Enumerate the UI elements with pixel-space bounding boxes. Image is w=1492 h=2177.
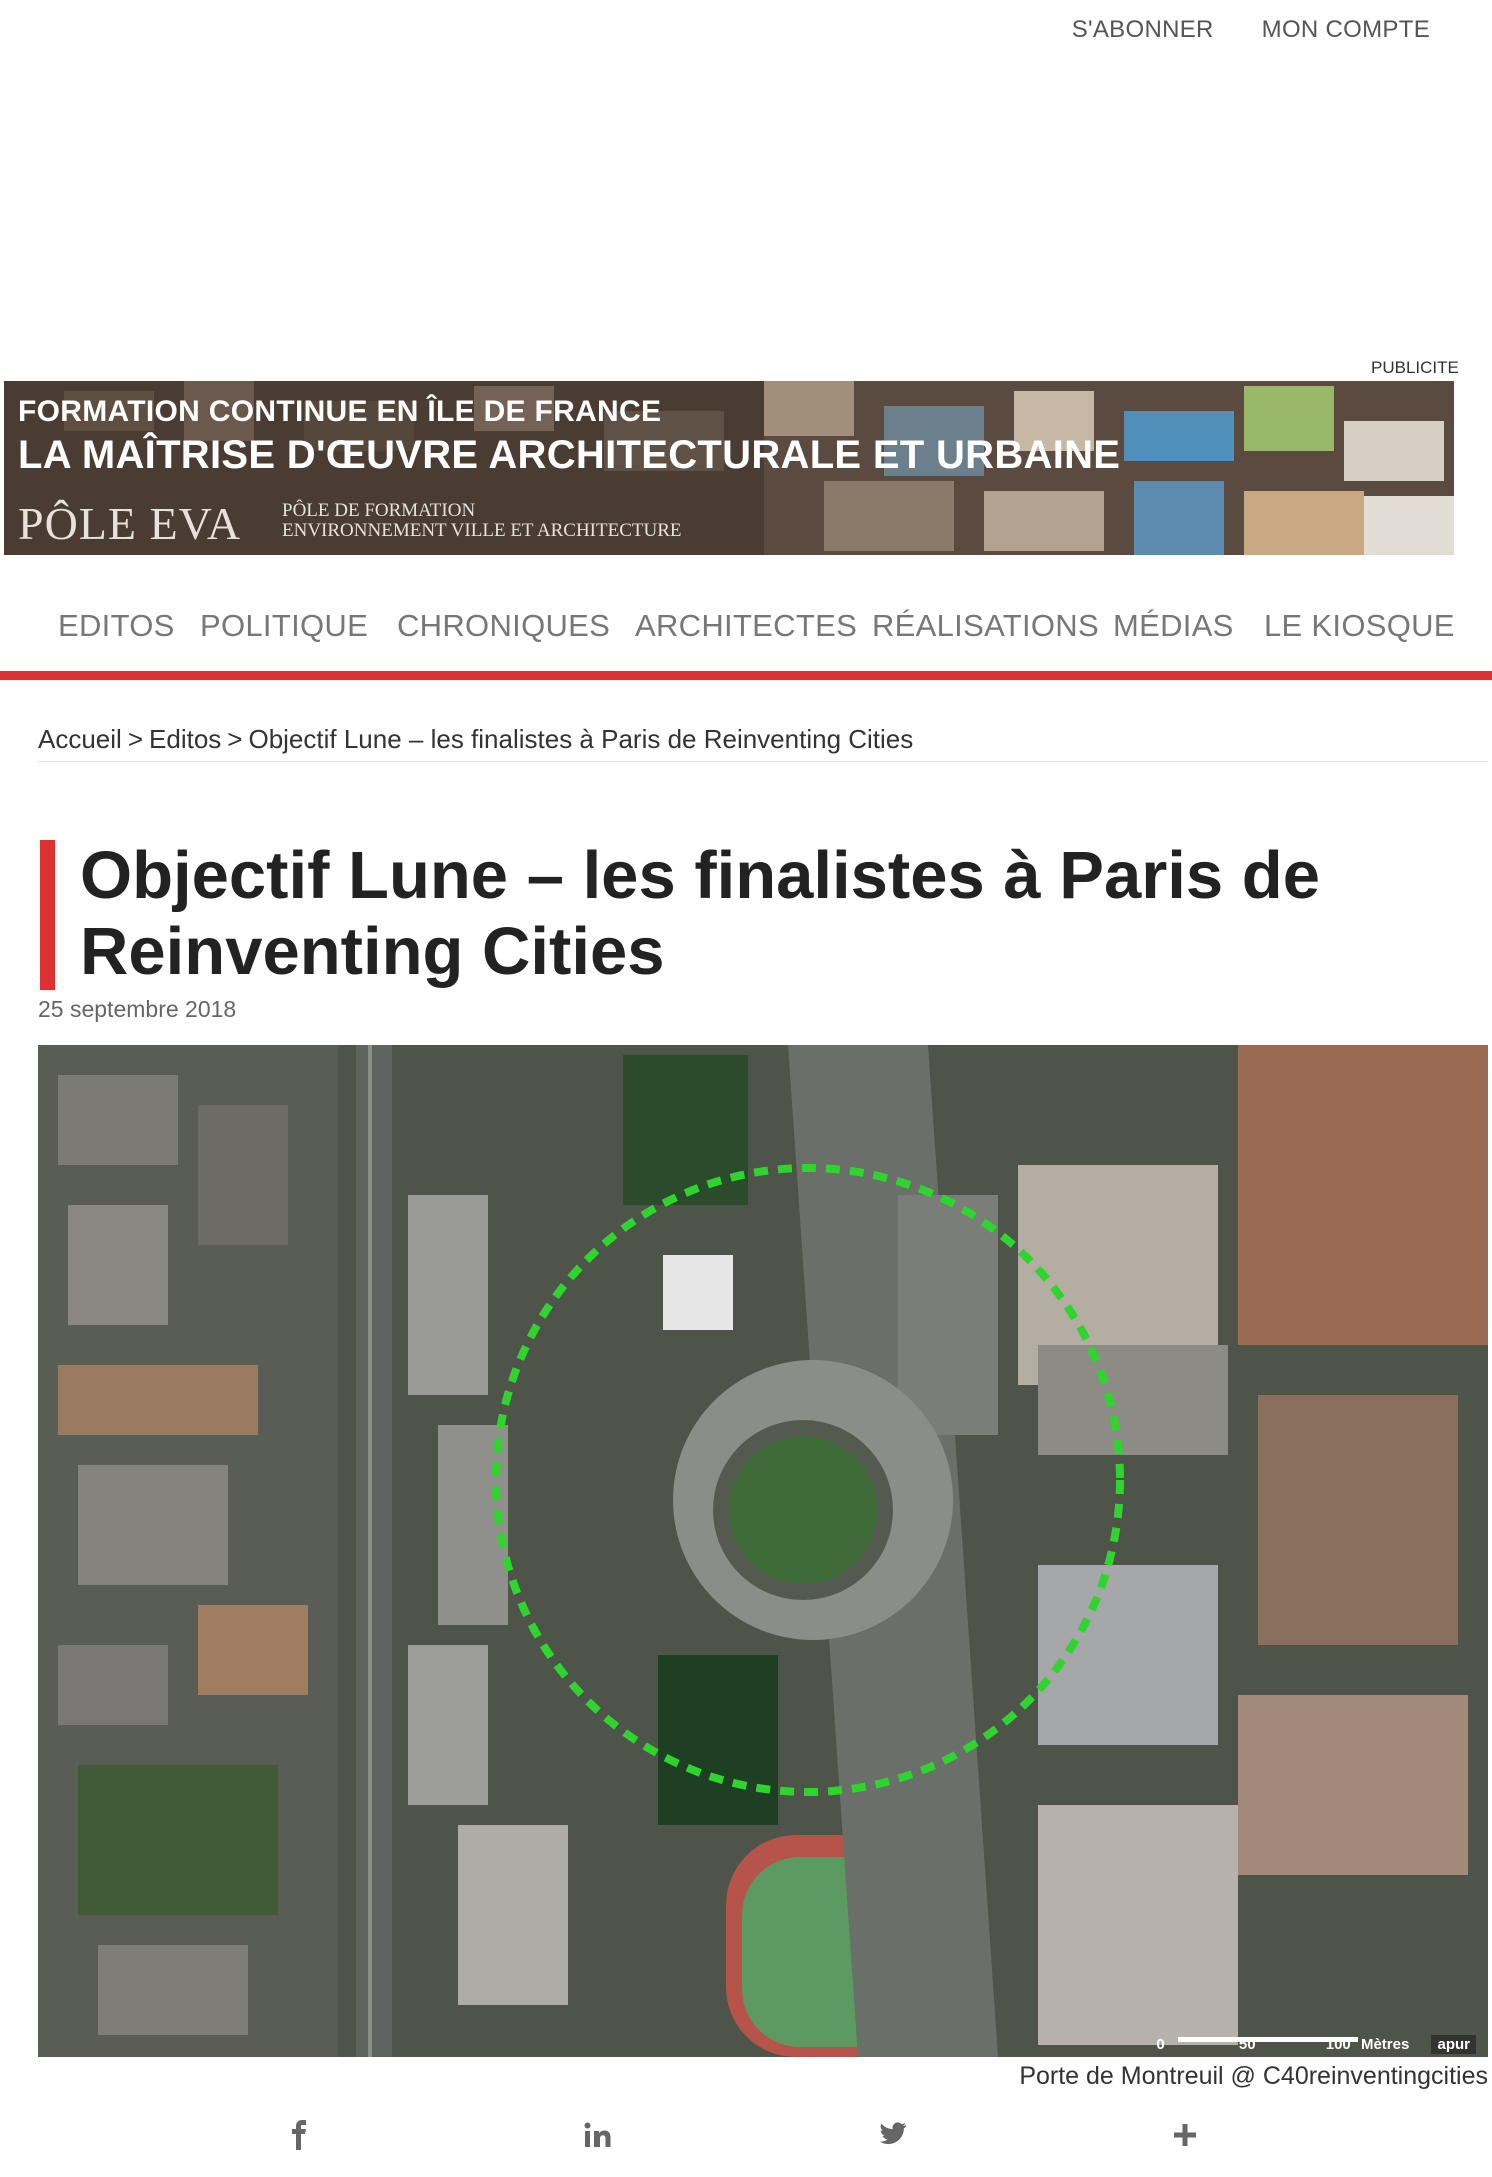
article-date: 25 septembre 2018 xyxy=(38,996,237,1022)
scale-label-100: 100 xyxy=(1325,2036,1351,2053)
ad-brand: PÔLE EVA xyxy=(18,498,242,549)
nav-item-editos[interactable]: EDITOS xyxy=(58,608,175,643)
nav-item-realisations[interactable]: RÉALISATIONS xyxy=(872,608,1099,643)
scale-unit: Mètres xyxy=(1360,2036,1410,2053)
ad-brand-subtitle xyxy=(282,501,682,541)
ad-label: PUBLICITE xyxy=(1371,358,1459,377)
nav-item-politique[interactable]: POLITIQUE xyxy=(200,608,369,643)
nav-item-medias[interactable]: MÉDIAS xyxy=(1113,608,1234,643)
image-caption: Porte de Montreuil @ C40reinventingcities xyxy=(1019,2062,1488,2090)
nav-divider xyxy=(0,671,1492,680)
nav-item-architectes[interactable]: ARCHITECTES xyxy=(635,608,858,643)
nav-item-chroniques[interactable]: CHRONIQUES xyxy=(397,608,611,643)
share-bar xyxy=(0,2120,1492,2160)
ad-banner[interactable] xyxy=(4,381,1454,555)
breadcrumb-divider xyxy=(38,761,1488,762)
ad-headline-1: FORMATION CONTINUE EN ÎLE DE FRANCE xyxy=(18,395,662,428)
scale-label-0: 0 xyxy=(1156,2036,1165,2053)
scale-bar xyxy=(1156,2036,1476,2053)
scale-label-50: 50 xyxy=(1238,2036,1256,2053)
plus-icon[interactable] xyxy=(1174,2124,1196,2146)
main-nav xyxy=(0,608,1492,664)
nav-item-le-kiosque[interactable]: LE KIOSQUE xyxy=(1264,608,1455,643)
title-accent-bar xyxy=(40,840,55,990)
scale-credit: apur xyxy=(1431,2035,1476,2054)
breadcrumb-home[interactable]: Accueil xyxy=(38,724,122,754)
ad-sub-line-2: ENVIRONNEMENT VILLE ET ARCHITECTURE xyxy=(282,520,682,541)
twitter-icon[interactable] xyxy=(879,2122,907,2146)
ad-headline-2: LA MAÎTRISE D'ŒUVRE ARCHITECTURALE ET URBAINE xyxy=(18,433,1121,477)
ad-sub-line-1: PÔLE DE FORMATION xyxy=(282,500,476,521)
facebook-icon[interactable] xyxy=(290,2120,308,2150)
breadcrumb xyxy=(38,724,913,755)
account-links xyxy=(1072,16,1430,44)
subscribe-link[interactable]: S'ABONNER xyxy=(1071,16,1214,43)
linkedin-icon[interactable] xyxy=(584,2122,612,2148)
page-title: Objectif Lune – les finalistes à Paris de Reinventing Cities xyxy=(80,838,1320,989)
aerial-map-illustration xyxy=(38,1045,1488,2057)
breadcrumb-current: Objectif Lune – les finalistes à Paris de Reinventing Cities xyxy=(248,724,914,754)
hero-image xyxy=(38,1045,1488,2057)
breadcrumb-separator: > xyxy=(127,724,144,754)
breadcrumb-section[interactable]: Editos xyxy=(149,724,222,754)
my-account-link[interactable]: MON COMPTE xyxy=(1261,16,1430,43)
breadcrumb-separator: > xyxy=(227,724,243,754)
